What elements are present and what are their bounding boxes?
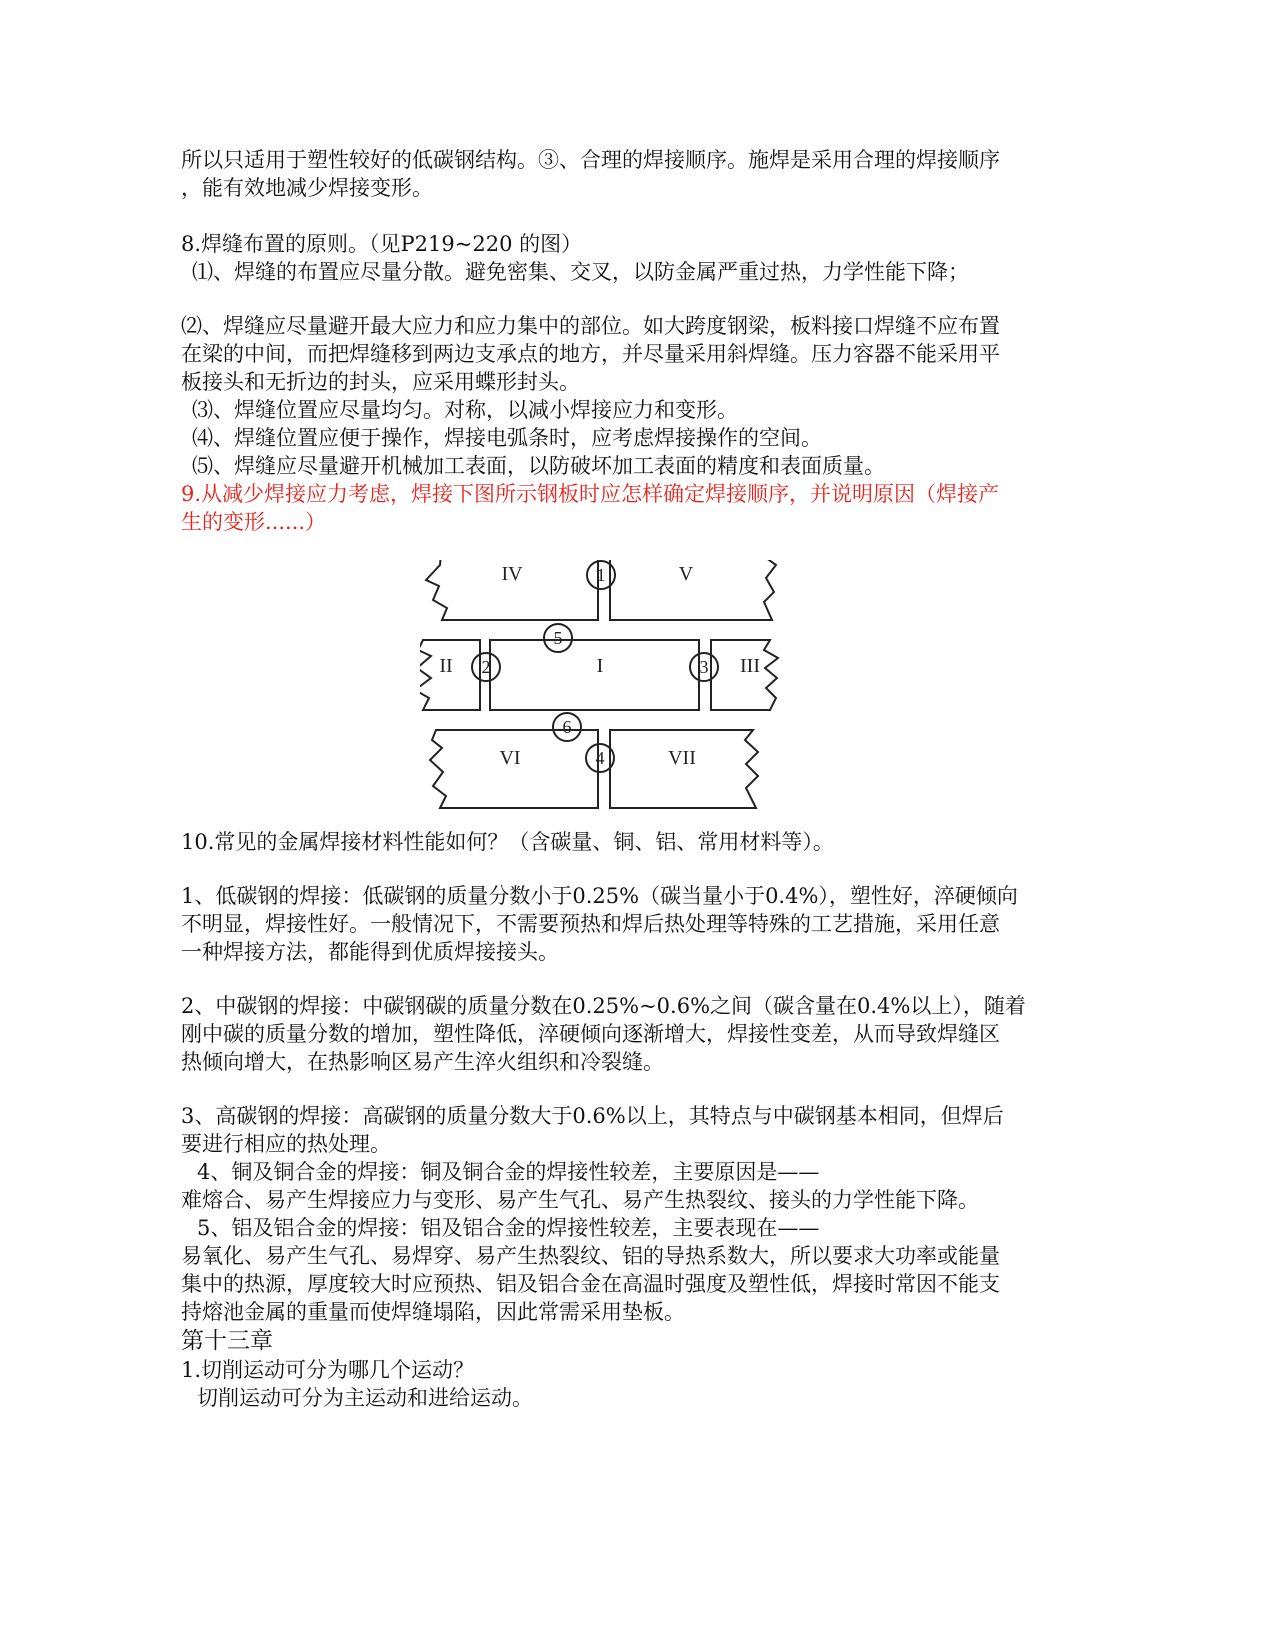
weld-number-1: 1	[596, 565, 606, 585]
q9-question-line-2: 生的变形......）	[181, 510, 327, 534]
q8-title: 8.焊缝布置的原则。（见P219~220 的图）	[181, 232, 583, 256]
plate-label-vi: VI	[499, 747, 521, 769]
ch13-question-1: 1.切削运动可分为哪几个运动？	[181, 1358, 475, 1382]
q10-title: 10.常见的金属焊接材料性能如何？（含碳量、铜、铝、常用材料等）。	[181, 830, 834, 854]
q10-high-carbon-line-1: 3、高碳钢的焊接：高碳钢的质量分数大于0.6%以上，其特点与中碳钢基本相同，但焊后	[181, 1104, 1004, 1128]
q10-medium-carbon-line-3: 热倾向增大，在热影响区易产生淬火组织和冷裂缝。	[181, 1050, 664, 1074]
q10-copper-line-2: 难熔合、易产生焊接应力与变形、易产生气孔、易产生热裂纹、接头的力学性能下降。	[181, 1188, 979, 1212]
weld-number-4: 4	[595, 748, 605, 768]
weld-number-6: 6	[562, 717, 572, 737]
q8-point-2-line-3: 板接头和无折边的封头，应采用蝶形封头。	[181, 370, 580, 394]
intro-line-2: ，能有效地减少焊接变形。	[181, 176, 433, 200]
plate-label-ii: II	[439, 655, 453, 677]
ch13-answer-1: 切削运动可分为主运动和进给运动。	[197, 1386, 533, 1410]
q8-point-2-line-2: 在梁的中间，而把焊缝移到两边支承点的地方，并尽量采用斜焊缝。压力容器不能采用平	[181, 342, 1000, 366]
q9-question-line-1: 9.从减少焊接应力考虑，焊接下图所示钢板时应怎样确定焊接顺序，并说明原因（焊接产	[181, 482, 1000, 506]
plate-vii	[610, 730, 758, 808]
q8-point-2-line-1: ⑵、焊缝应尽量避开最大应力和应力集中的部位。如大跨度钢梁，板料接口焊缝不应布置	[181, 314, 1000, 338]
q10-aluminum-line-3: 集中的热源，厚度较大时应预热、铝及铝合金在高温时强度及塑性低，焊接时常因不能支	[181, 1272, 1000, 1296]
q8-point-3: ⑶、焊缝位置应尽量均匀。对称，以减小焊接应力和变形。	[192, 398, 738, 422]
q10-aluminum-line-1: 5、铝及铝合金的焊接：铝及铝合金的焊接性较差，主要表现在——	[197, 1216, 820, 1240]
plate-label-vii: VII	[668, 747, 696, 769]
q10-low-carbon-line-3: 一种焊接方法，都能得到优质焊接接头。	[181, 940, 559, 964]
chapter-13-heading: 第十三章	[181, 1328, 273, 1354]
weld-number-3: 3	[699, 657, 709, 677]
plate-vi	[430, 730, 598, 808]
q10-low-carbon-line-1: 1、低碳钢的焊接：低碳钢的质量分数小于0.25%（碳当量小于0.4%），塑性好，淬硬倾向	[181, 884, 1018, 908]
intro-line-1: 所以只适用于塑性较好的低碳钢结构。③、合理的焊接顺序。施焊是采用合理的焊接顺序	[181, 148, 1000, 172]
q10-aluminum-line-4: 持熔池金属的重量而使焊缝塌陷，因此常需采用垫板。	[181, 1300, 685, 1324]
q8-point-4: ⑷、焊缝位置应便于操作，焊接电弧条时，应考虑焊接操作的空间。	[192, 426, 822, 450]
q8-point-1: ⑴、焊缝的布置应尽量分散。避免密集、交叉，以防金属严重过热，力学性能下降；	[192, 260, 969, 284]
weld-sequence-figure	[420, 560, 790, 815]
plate-label-v: V	[678, 563, 694, 585]
weld-number-2: 2	[481, 657, 491, 677]
q8-point-5: ⑸、焊缝应尽量避开机械加工表面，以防破坏加工表面的精度和表面质量。	[192, 454, 885, 478]
q10-low-carbon-line-2: 不明显，焊接性好。一般情况下，不需要预热和焊后热处理等特殊的工艺措施，采用任意	[181, 912, 1000, 936]
weld-number-5: 5	[553, 628, 563, 648]
plate-i	[490, 640, 699, 710]
plate-label-i: I	[596, 655, 604, 677]
q10-medium-carbon-line-1: 2、中碳钢的焊接：中碳钢碳的质量分数在0.25%~0.6%之间（碳含量在0.4%以上），随着	[181, 994, 1026, 1018]
q10-copper-line-1: 4、铜及铜合金的焊接：铜及铜合金的焊接性较差，主要原因是——	[197, 1160, 820, 1184]
q10-medium-carbon-line-2: 刚中碳的质量分数的增加，塑性降低，淬硬倾向逐渐增大，焊接性变差，从而导致焊缝区	[181, 1022, 1000, 1046]
q10-high-carbon-line-2: 要进行相应的热处理。	[181, 1132, 391, 1156]
plate-label-iv: IV	[501, 563, 523, 585]
q10-aluminum-line-2: 易氧化、易产生气孔、易焊穿、易产生热裂纹、铝的导热系数大，所以要求大功率或能量	[181, 1244, 1000, 1268]
plate-label-iii: III	[740, 655, 760, 677]
